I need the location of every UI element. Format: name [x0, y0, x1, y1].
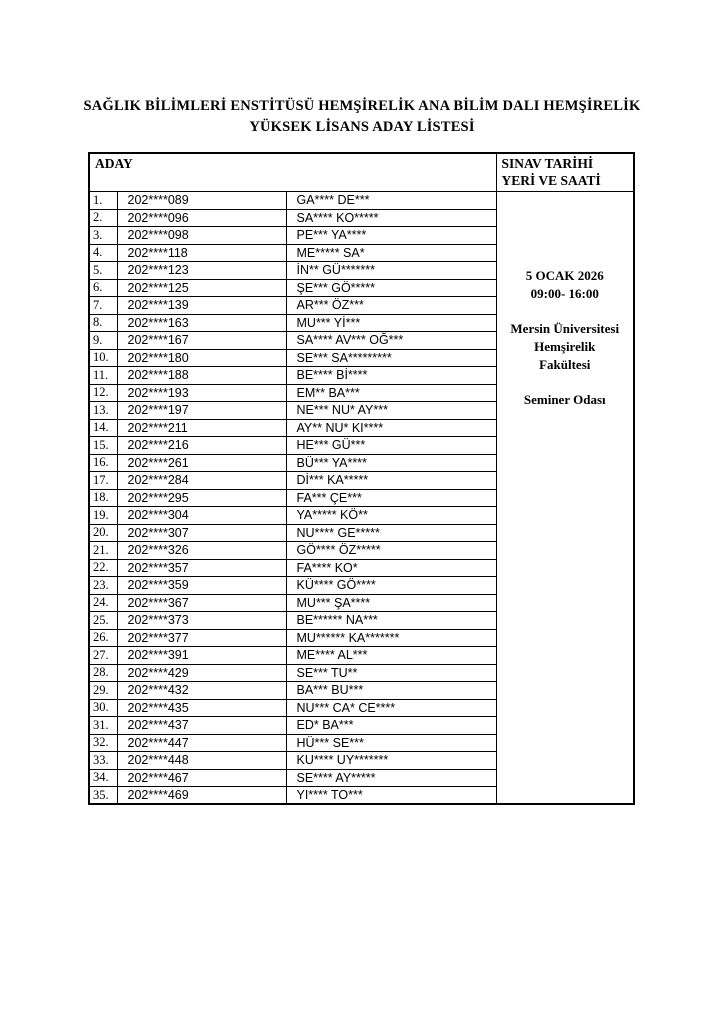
candidate-name: MU*** ŞA****	[286, 594, 496, 612]
candidate-name: SA**** KO*****	[286, 209, 496, 227]
candidate-name: MU*** Yİ***	[286, 314, 496, 332]
column-header-exam-line1: SINAV TARİHİ	[501, 156, 594, 171]
row-number: 27.	[89, 647, 117, 665]
candidate-id: 202****435	[117, 699, 286, 717]
candidate-name: BÜ*** YA****	[286, 454, 496, 472]
candidate-name: BE**** Bİ****	[286, 367, 496, 385]
candidate-id: 202****163	[117, 314, 286, 332]
candidate-name: NE*** NU* AY***	[286, 402, 496, 420]
row-number: 17.	[89, 472, 117, 490]
candidate-name: SA**** AV*** OĞ***	[286, 332, 496, 350]
exam-location-line: Hemşirelik	[534, 339, 596, 354]
column-header-exam	[496, 153, 634, 192]
exam-room: Seminer Odası	[523, 392, 606, 407]
candidate-id: 202****367	[117, 594, 286, 612]
candidate-id: 202****437	[117, 717, 286, 735]
candidate-id: 202****139	[117, 297, 286, 315]
candidate-id: 202****089	[117, 192, 286, 210]
candidate-name: NU**** GE*****	[286, 524, 496, 542]
row-number: 2.	[89, 209, 117, 227]
candidate-name: ED* BA***	[286, 717, 496, 735]
candidate-id: 202****125	[117, 279, 286, 297]
column-header-aday: ADAY	[89, 153, 496, 192]
row-number: 19.	[89, 507, 117, 525]
candidate-name: GA**** DE***	[286, 192, 496, 210]
row-number: 26.	[89, 629, 117, 647]
row-number: 28.	[89, 664, 117, 682]
row-number: 35.	[89, 787, 117, 805]
exam-location-line: Fakültesi	[539, 357, 591, 372]
row-number: 34.	[89, 769, 117, 787]
candidate-name: KÜ**** GÖ****	[286, 577, 496, 595]
candidate-id: 202****284	[117, 472, 286, 490]
exam-date: 5 OCAK 2026	[525, 268, 604, 283]
row-number: 8.	[89, 314, 117, 332]
column-header-exam-line2: YERİ VE SAATİ	[501, 172, 601, 188]
spacer	[498, 303, 633, 320]
candidate-name: İN** GÜ*******	[286, 262, 496, 280]
candidate-name: FA*** ÇE***	[286, 489, 496, 507]
page-title-line1: SAĞLIK BİLİMLERİ ENSTİTÜSÜ HEMŞİRELİK ANA BİLİM DALI HEMŞİRELİK	[83, 98, 641, 114]
row-number: 31.	[89, 717, 117, 735]
candidate-name: SE*** TU**	[286, 664, 496, 682]
candidate-id: 202****098	[117, 227, 286, 245]
row-number: 5.	[89, 262, 117, 280]
row-number: 7.	[89, 297, 117, 315]
row-number: 10.	[89, 349, 117, 367]
exam-info-block	[498, 193, 633, 409]
exam-info-cell	[496, 192, 634, 805]
header-row	[89, 153, 634, 192]
row-number: 25.	[89, 612, 117, 630]
candidate-name: HE*** GÜ***	[286, 437, 496, 455]
row-number: 13.	[89, 402, 117, 420]
candidate-id: 202****469	[117, 787, 286, 805]
candidate-id: 202****359	[117, 577, 286, 595]
candidate-id: 202****123	[117, 262, 286, 280]
candidate-id: 202****295	[117, 489, 286, 507]
candidate-id: 202****096	[117, 209, 286, 227]
row-number: 11.	[89, 367, 117, 385]
candidate-id: 202****377	[117, 629, 286, 647]
candidate-id: 202****432	[117, 682, 286, 700]
row-number: 33.	[89, 752, 117, 770]
row-number: 29.	[89, 682, 117, 700]
row-number: 12.	[89, 384, 117, 402]
table-body	[89, 192, 634, 805]
candidate-id: 202****429	[117, 664, 286, 682]
candidate-name: GÖ**** ÖZ*****	[286, 542, 496, 560]
row-number: 24.	[89, 594, 117, 612]
candidate-name: Dİ*** KA*****	[286, 472, 496, 490]
candidate-id: 202****216	[117, 437, 286, 455]
candidate-id: 202****261	[117, 454, 286, 472]
row-number: 23.	[89, 577, 117, 595]
row-number: 6.	[89, 279, 117, 297]
candidate-name: YI**** TO***	[286, 787, 496, 805]
row-number: 14.	[89, 419, 117, 437]
row-number: 4.	[89, 244, 117, 262]
candidate-id: 202****197	[117, 402, 286, 420]
candidate-name: HÜ*** SE***	[286, 734, 496, 752]
candidate-id: 202****167	[117, 332, 286, 350]
row-number: 15.	[89, 437, 117, 455]
candidate-name: FA**** KO*	[286, 559, 496, 577]
candidate-id: 202****180	[117, 349, 286, 367]
candidate-name: AY** NU* KI****	[286, 419, 496, 437]
candidate-id: 202****467	[117, 769, 286, 787]
spacer	[498, 374, 633, 391]
candidate-id: 202****188	[117, 367, 286, 385]
candidate-name: SE**** AY*****	[286, 769, 496, 787]
candidate-id: 202****373	[117, 612, 286, 630]
row-number: 21.	[89, 542, 117, 560]
candidate-name: ŞE*** GÖ*****	[286, 279, 496, 297]
exam-location: Mersin Üniversitesi	[510, 321, 620, 336]
candidate-name: BA*** BU***	[286, 682, 496, 700]
candidate-id: 202****211	[117, 419, 286, 437]
candidate-table	[88, 152, 635, 805]
page-title-line2: YÜKSEK LİSANS ADAY LİSTESİ	[249, 119, 475, 135]
candidate-name: YA***** KÖ**	[286, 507, 496, 525]
candidate-name: SE*** SA*********	[286, 349, 496, 367]
candidate-id: 202****193	[117, 384, 286, 402]
row-number: 9.	[89, 332, 117, 350]
row-number: 30.	[89, 699, 117, 717]
candidate-name: BE****** NA***	[286, 612, 496, 630]
candidate-name: EM** BA***	[286, 384, 496, 402]
row-number: 3.	[89, 227, 117, 245]
candidate-name: ME***** SA*	[286, 244, 496, 262]
candidate-id: 202****304	[117, 507, 286, 525]
candidate-id: 202****391	[117, 647, 286, 665]
candidate-id: 202****118	[117, 244, 286, 262]
row-number: 32.	[89, 734, 117, 752]
page-title	[0, 96, 724, 138]
table-row	[89, 192, 634, 210]
candidate-id: 202****326	[117, 542, 286, 560]
exam-time: 09:00- 16:00	[530, 286, 599, 301]
candidate-id: 202****307	[117, 524, 286, 542]
table-header	[89, 153, 634, 192]
candidate-name: MU****** KA*******	[286, 629, 496, 647]
row-number: 18.	[89, 489, 117, 507]
candidate-id: 202****357	[117, 559, 286, 577]
candidate-name: PE*** YA****	[286, 227, 496, 245]
candidate-name: ME**** AL***	[286, 647, 496, 665]
candidate-name: AR*** ÖZ***	[286, 297, 496, 315]
candidate-name: NU*** CA* CE****	[286, 699, 496, 717]
candidate-id: 202****448	[117, 752, 286, 770]
row-number: 1.	[89, 192, 117, 210]
candidate-name: KU**** UY*******	[286, 752, 496, 770]
row-number: 22.	[89, 559, 117, 577]
row-number: 20.	[89, 524, 117, 542]
candidate-id: 202****447	[117, 734, 286, 752]
row-number: 16.	[89, 454, 117, 472]
